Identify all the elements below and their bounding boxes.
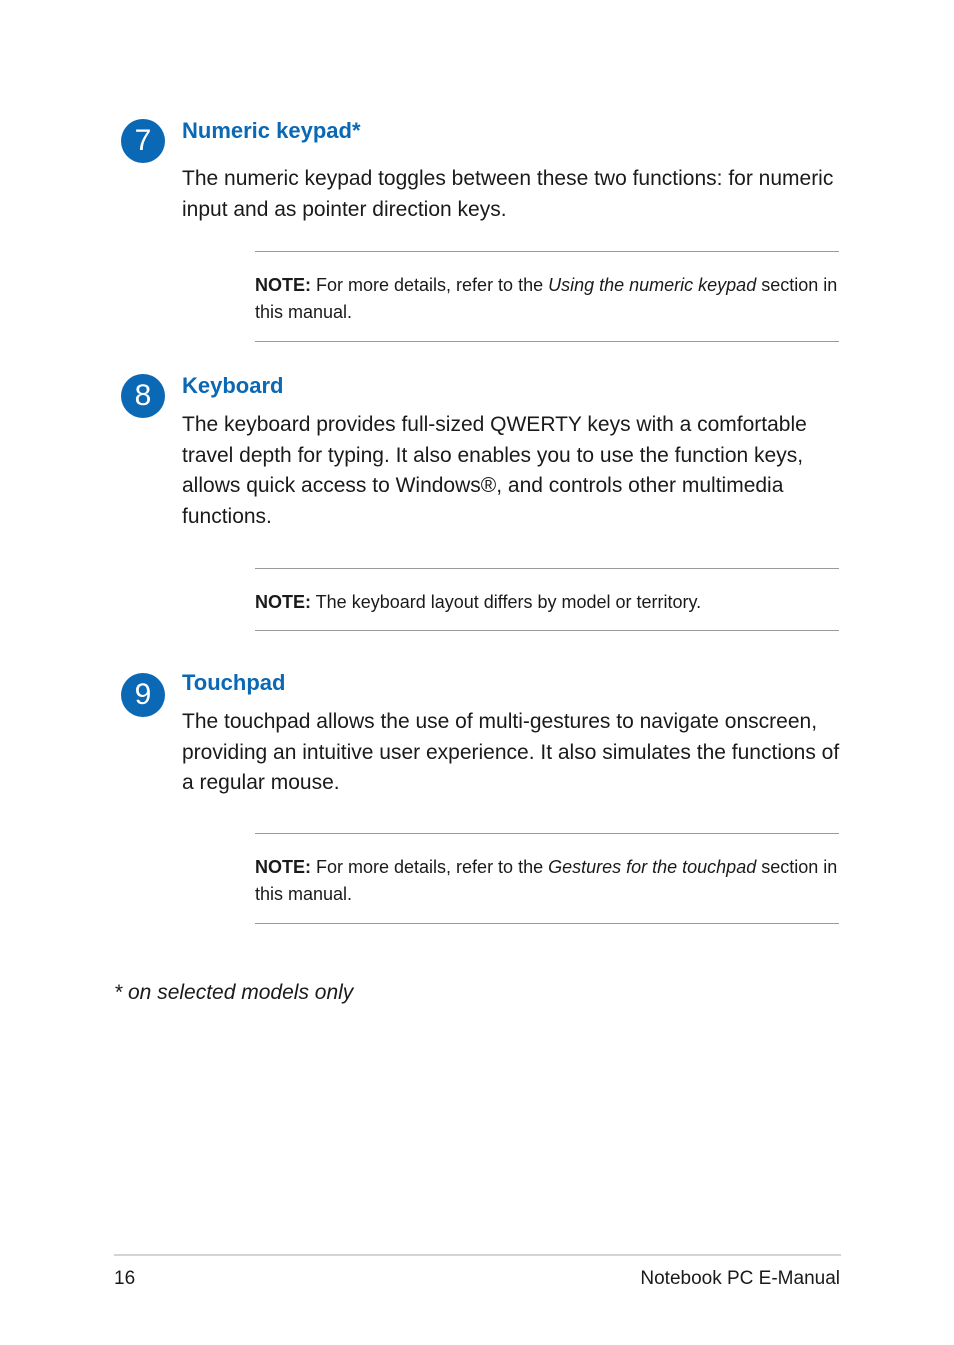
footnote: * on selected models only (114, 981, 354, 1004)
item-number-badge: 8 (121, 374, 165, 418)
item-number-badge: 9 (121, 673, 165, 717)
note-label: NOTE: (255, 592, 311, 612)
section-heading: Touchpad (182, 670, 286, 695)
section-body: The keyboard provides full-sized QWERTY keys with a comfortable travel depth for typing. It also enables you to use the function keys, allows quick access to Windows®, and controls other multimedia functions. (182, 413, 807, 528)
note-reference: Gestures for the touchpad (548, 857, 757, 877)
note-text-after: section in this manual. (255, 275, 838, 322)
section-heading: Keyboard (182, 373, 284, 398)
section-body: The numeric keypad toggles between these two functions: for numeric input and as pointer direction keys. (182, 167, 834, 221)
note-text-before: For more details, refer to the (311, 857, 549, 877)
note-box (255, 251, 839, 342)
manual-title: Notebook PC E-Manual (640, 1268, 840, 1289)
note-box (255, 833, 839, 924)
note-text (255, 589, 839, 616)
note-text (255, 272, 839, 326)
note-box (255, 568, 839, 631)
note-text-before: For more details, refer to the (311, 275, 549, 295)
section-heading: Numeric keypad* (182, 118, 361, 143)
footer-divider (114, 1254, 841, 1256)
note-text-before: The keyboard layout differs by model or territory. (311, 592, 702, 612)
note-text-after: section in this manual. (255, 857, 838, 904)
section-body: The touchpad allows the use of multi-gestures to navigate onscreen, providing an intuitive user experience. It also simulates the functions of a regular mouse. (182, 710, 840, 794)
note-text (255, 854, 839, 908)
page-number: 16 (114, 1268, 136, 1289)
item-number-badge: 7 (121, 119, 165, 163)
note-reference: Using the numeric keypad (548, 275, 757, 295)
note-label: NOTE: (255, 275, 311, 295)
note-label: NOTE: (255, 857, 311, 877)
